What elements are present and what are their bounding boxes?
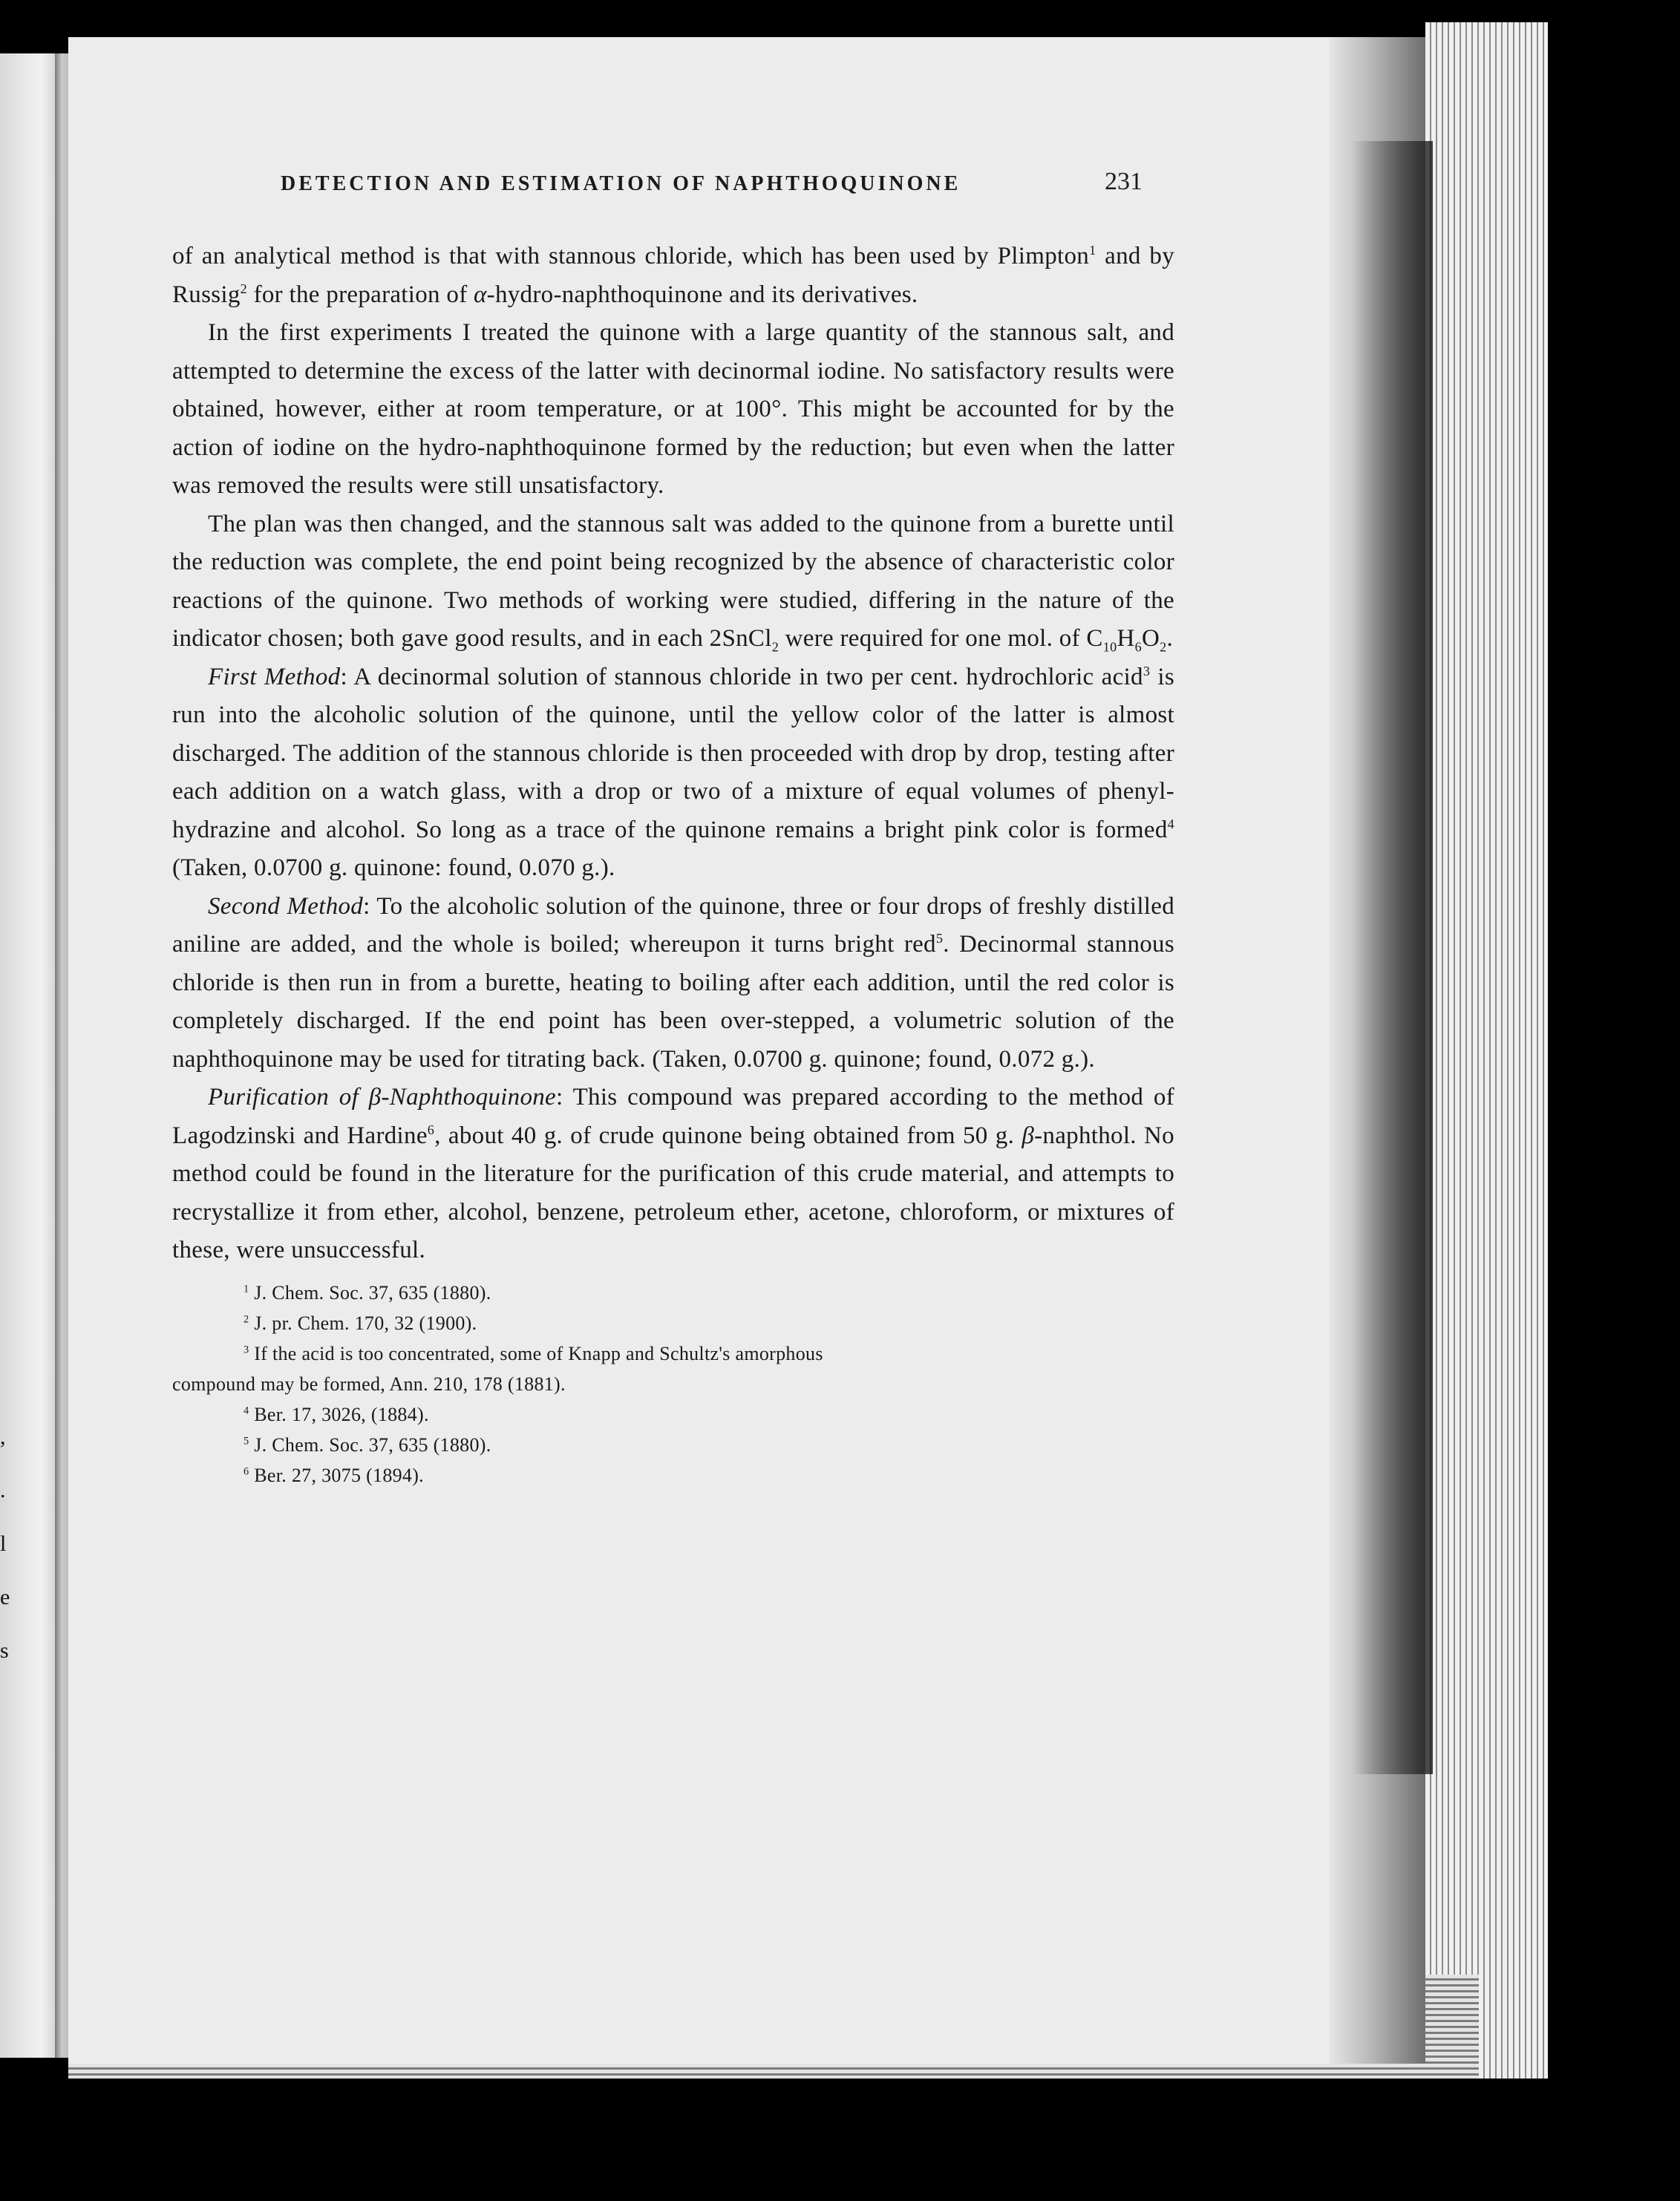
footnote-mark: 5 (243, 1434, 249, 1447)
footnote (172, 1278, 1174, 1308)
text-run: Purification of β-Naphthoquinone (208, 1084, 556, 1111)
subscript: 6 (1134, 639, 1142, 655)
text-run: Second Method (208, 892, 364, 920)
footnote-ref: 1 (1089, 243, 1096, 258)
text-run: First Method (208, 663, 341, 690)
page-number: 231 (1105, 168, 1143, 195)
text-run: : A decinormal solution of stannous chloride in two per cent. hydrochloric acid (340, 663, 1143, 690)
paragraph (172, 506, 1174, 658)
page-body (172, 238, 1174, 1491)
footnote-mark: 6 (243, 1465, 249, 1477)
footnote-ref: 2 (240, 281, 248, 296)
footnote (172, 1460, 1174, 1491)
text-run: In the first experiments I treated the quinone with a large quantity of the stannous salt, and attempted to determine the excess of the latter with decinormal iodine. No satisfactory results were obtained, however, either at room temperature, or at 100°. This might be accounted for by the action of iodine on the hydro-naphthoquinone formed by the reduction; but even when the latter was removed the results were still unsatisfactory. (172, 319, 1174, 499)
paragraphs (172, 238, 1174, 1270)
footnote-mark: 3 (243, 1343, 249, 1355)
text-run: -naphthol. No method could be found in the literature for the purification of this crude material, and attempts to recrystallize it from ether, alcohol, benzene, petroleum ether, acetone, chloroform, or mixtures of these, were unsuccessful. (172, 1122, 1174, 1263)
text-run: β (1022, 1122, 1035, 1149)
text-run: The plan was then changed, and the stannous salt was added to the quinone from a burette until the reduction was complete, the end point being recognized by the absence of characteristic color reactions of the quinone. Two methods of working were studied, differing in the nature of the indicator chosen; both gave good results, and in each 2SnCl (172, 510, 1174, 652)
text-run: were required for one mol. of C (779, 625, 1103, 652)
page-stack-right-edge (1425, 22, 1552, 2079)
bottom-background (0, 2079, 1680, 2201)
footnote-ref: 6 (427, 1122, 435, 1137)
footnote (172, 1369, 1174, 1399)
paragraph (172, 888, 1174, 1079)
right-background (1548, 22, 1680, 2079)
footnote (172, 1308, 1174, 1338)
text-run: is run into the alcoholic solution of the quinone, until the yellow color of the latter is almost discharged. The addition of the stannous chloride is then proceeded with drop by drop, testing after each addition on a watch glass, with a drop or two of a mixture of equal volumes of phenyl-hydrazine and alcohol. So long as a trace of the quinone remains a bright pink color is formed (172, 663, 1174, 843)
footnote-text: compound may be formed, Ann. 210, 178 (1881). (172, 1373, 566, 1395)
footnote-text: If the acid is too concentrated, some of Knapp and Schultz's amorphous (254, 1342, 823, 1364)
subscript: 2 (771, 639, 779, 655)
facing-page-edge (0, 53, 68, 2058)
footnote-text: Ber. 17, 3026, (1884). (254, 1403, 429, 1425)
paragraph (172, 314, 1174, 506)
footnote-text: J. Chem. Soc. 37, 635 (1880). (254, 1281, 491, 1304)
footnotes (172, 1278, 1174, 1491)
running-head: DETECTION AND ESTIMATION OF NAPHTHOQUINONE (281, 172, 961, 195)
footnote (172, 1430, 1174, 1460)
text-run: . (1166, 625, 1174, 652)
text-run: O (1141, 625, 1160, 652)
paragraph (172, 1079, 1174, 1270)
facing-page-letter-fragments: , . l e s (0, 1425, 10, 1663)
subscript: 10 (1102, 639, 1117, 655)
footnote-mark: 1 (243, 1282, 249, 1295)
paragraph (172, 658, 1174, 888)
footnote-ref: 3 (1143, 663, 1151, 678)
text-run: and by Russig (172, 243, 1175, 308)
text-run: : This compound was prepared according to the method of Lagodzinski and Hardine (172, 1084, 1174, 1149)
text-run: . Decinormal stannous chloride is then run in from a burette, heating to boiling after each addition, until the red color is completely discharged. If the end point has been over-stepped, a volumetric solution of the naphthoquinone may be used for titrating back. (Taken, 0.0700 g. quinone; found, 0.072 g.). (172, 931, 1174, 1073)
footnote-text: J. pr. Chem. 170, 32 (1900). (254, 1312, 477, 1334)
footnote-text: J. Chem. Soc. 37, 635 (1880). (254, 1433, 491, 1456)
subscript: 2 (1160, 639, 1167, 655)
text-run: : To the alcoholic solution of the quinone, three or four drops of freshly distilled aniline are added, and the whole is boiled; whereupon it turns bright red (172, 892, 1175, 958)
footnote (172, 1338, 1174, 1369)
footnote-ref: 4 (1167, 816, 1174, 831)
page-edge-stain (1351, 141, 1433, 1774)
text-run: H (1117, 625, 1135, 652)
text-run: for the preparation of (247, 281, 474, 308)
text-run: (Taken, 0.0700 g. quinone: found, 0.070 g.). (172, 854, 615, 881)
footnote-mark: 2 (243, 1312, 249, 1325)
footnote-mark: 4 (243, 1404, 249, 1416)
footnote-text: Ber. 27, 3075 (1894). (254, 1464, 424, 1486)
footnote-ref: 5 (935, 931, 944, 946)
footnote (172, 1399, 1174, 1430)
text-run: of an analytical method is that with stannous chloride, which has been used by Plimpton (172, 243, 1090, 269)
paragraph (172, 238, 1174, 314)
text-run: α (474, 281, 487, 308)
text-run: -hydro-naphthoquinone and its derivatives. (486, 281, 918, 308)
text-run: , about 40 g. of crude quinone being obtained from 50 g. (434, 1122, 1022, 1149)
